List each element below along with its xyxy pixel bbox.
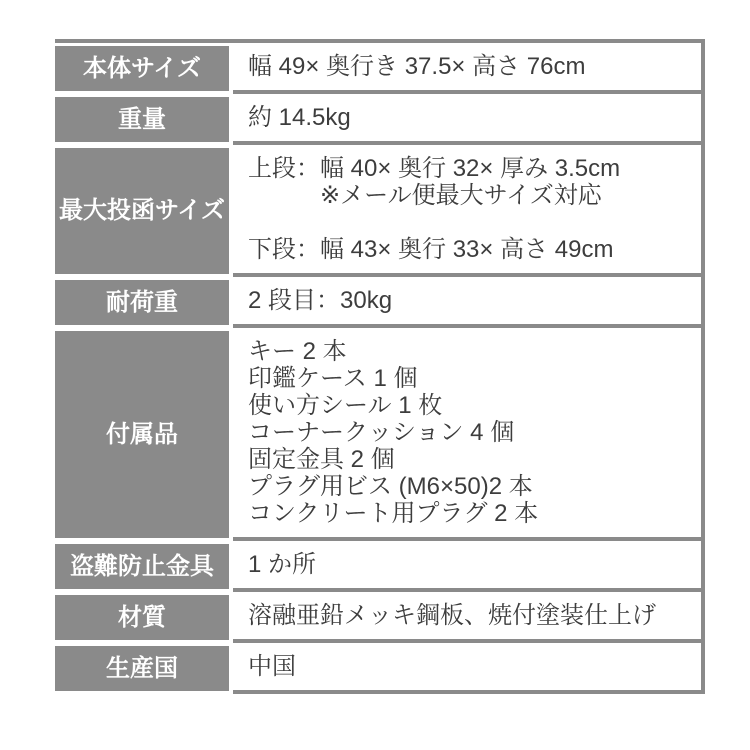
value-line: プラグ用ビス (M6×50)2 本 bbox=[248, 473, 533, 500]
spec-table bbox=[55, 39, 705, 694]
value-line: 印鑑ケース 1 個 bbox=[248, 365, 418, 392]
value-line: 1 か所 bbox=[248, 551, 317, 578]
row-value bbox=[233, 328, 705, 541]
value-line: 溶融亜鉛メッキ鋼板、焼付塗装仕上げ bbox=[248, 602, 656, 629]
value-line: コンクリート用プラグ 2 本 bbox=[248, 500, 539, 527]
value-line: 幅 49× 奥行き 37.5× 高さ 76cm bbox=[248, 53, 586, 80]
spec-row bbox=[55, 43, 705, 94]
row-label: 重量 bbox=[55, 97, 229, 142]
row-value bbox=[233, 592, 705, 643]
row-label: 付属品 bbox=[55, 331, 229, 538]
row-value bbox=[233, 94, 705, 145]
row-value bbox=[233, 145, 705, 277]
row-value bbox=[233, 277, 705, 328]
spec-row bbox=[55, 592, 705, 643]
row-label: 最大投函サイズ bbox=[55, 148, 229, 274]
row-value bbox=[233, 643, 705, 694]
row-label: 材質 bbox=[55, 595, 229, 640]
spec-row bbox=[55, 328, 705, 541]
value-line: 使い方シール 1 枚 bbox=[248, 392, 443, 419]
row-value bbox=[233, 541, 705, 592]
row-label: 生産国 bbox=[55, 646, 229, 691]
spec-row bbox=[55, 643, 705, 694]
row-value bbox=[233, 43, 705, 94]
value-line: コーナークッション 4 個 bbox=[248, 419, 515, 446]
value-line: 下段：幅 43× 奥行 33× 高さ 49cm bbox=[248, 236, 614, 263]
value-line: 2 段目：30kg bbox=[248, 287, 393, 314]
spec-row bbox=[55, 94, 705, 145]
value-line: ※メール便最大サイズ対応 bbox=[248, 182, 602, 209]
value-line: 上段：幅 40× 奥行 32× 厚み 3.5cm bbox=[248, 155, 621, 182]
spec-row bbox=[55, 541, 705, 592]
value-line: 中国 bbox=[248, 653, 296, 680]
value-line bbox=[248, 209, 686, 236]
row-label: 本体サイズ bbox=[55, 46, 229, 91]
row-label: 耐荷重 bbox=[55, 280, 229, 325]
value-line: キー 2 本 bbox=[248, 338, 347, 365]
spec-row bbox=[55, 145, 705, 277]
spec-row bbox=[55, 277, 705, 328]
value-line: 固定金具 2 個 bbox=[248, 446, 395, 473]
row-label: 盗難防止金具 bbox=[55, 544, 229, 589]
value-line: 約 14.5kg bbox=[248, 104, 351, 131]
